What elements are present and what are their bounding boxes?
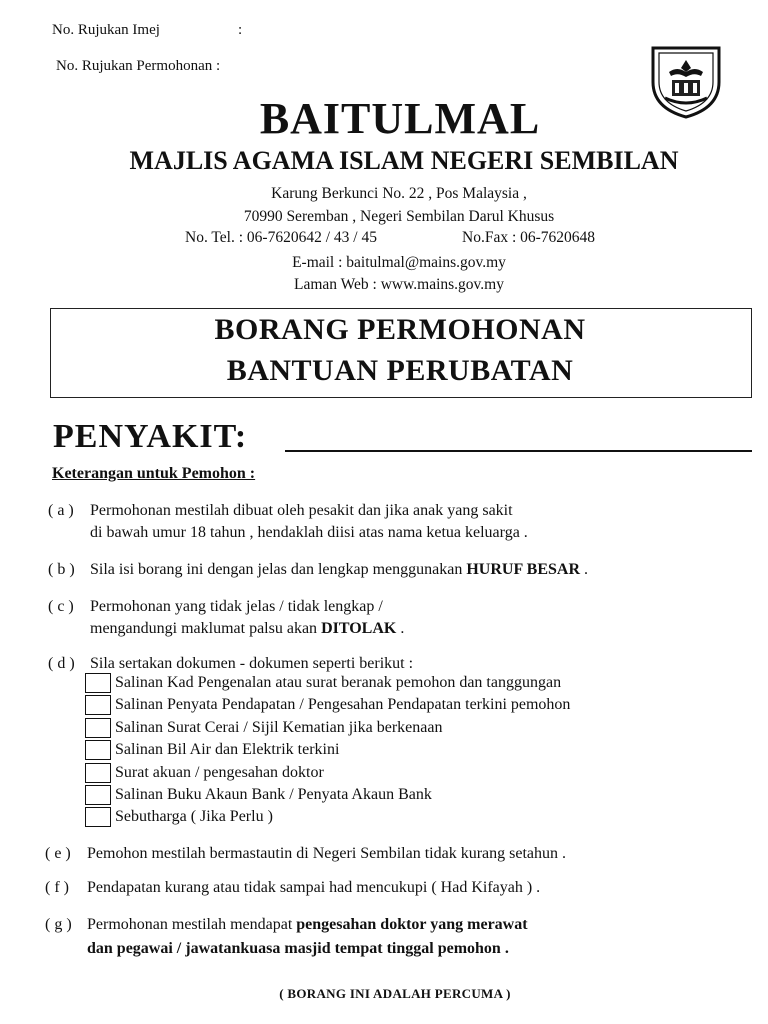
address-line-1: Karung Berkunci No. 22 , Pos Malaysia ,	[271, 185, 527, 202]
fax: No.Fax : 06-7620648	[462, 229, 596, 246]
instruction-a-line-1: Permohonan mestilah dibuat oleh pesakit dan jika anak yang sakit	[90, 502, 513, 519]
address-line-2: 70990 Seremban , Negeri Sembilan Darul Khusus	[243, 208, 555, 225]
document-label: Salinan Surat Cerai / Sijil Kematian jika berkenaan	[115, 718, 443, 736]
document-label: Salinan Buku Akaun Bank / Penyata Akaun Bank	[115, 785, 432, 803]
document-label: Salinan Penyata Pendapatan / Pengesahan Pendapatan terkini pemohon	[115, 696, 571, 714]
instruction-b-bold: HURUF BESAR	[466, 561, 580, 578]
document-label: Sebutharga ( Jika Perlu )	[115, 808, 273, 826]
document-label: Salinan Bil Air dan Elektrik terkini	[115, 741, 340, 759]
instruction-b	[48, 559, 748, 583]
instruction-c-marker: ( c )	[48, 598, 74, 615]
instruction-e	[45, 843, 755, 867]
instruction-a-line-2: di bawah umur 18 tahun , hendaklah diisi atas nama ketua keluarga .	[90, 524, 528, 541]
instructions-heading: Keterangan untuk Pemohon :	[52, 465, 256, 482]
instruction-f	[45, 877, 755, 901]
website: Laman Web : www.mains.gov.my	[294, 276, 504, 293]
email: E-mail : baitulmal@mains.gov.my	[292, 254, 506, 271]
document-checkbox[interactable]	[85, 807, 111, 827]
document-checkbox[interactable]	[85, 740, 111, 760]
disease-field[interactable]	[285, 450, 752, 452]
instruction-g-text: Permohonan mestilah mendapat	[87, 916, 297, 933]
council-name: MAJLIS AGAMA ISLAM NEGERI SEMBILAN	[129, 146, 679, 175]
instruction-e-marker: ( e )	[45, 845, 71, 862]
document-checkbox[interactable]	[85, 673, 111, 693]
instruction-e-text: Pemohon mestilah bermastautin di Negeri Sembilan tidak kurang setahun .	[87, 845, 567, 862]
free-form-note: ( BORANG INI ADALAH PERCUMA )	[279, 986, 511, 1001]
document-checkbox[interactable]	[85, 695, 111, 715]
instruction-c	[48, 596, 748, 642]
instruction-f-marker: ( f )	[45, 879, 69, 896]
document-label: Salinan Kad Pengenalan atau surat beranak pemohon dan tanggungan	[115, 674, 562, 691]
instruction-g-marker: ( g )	[45, 916, 72, 933]
document-label: Surat akuan / pengesahan doktor	[115, 763, 324, 781]
document-checkbox[interactable]	[85, 718, 111, 738]
instruction-c-bold: DITOLAK	[321, 620, 397, 637]
document-checkbox[interactable]	[85, 785, 111, 805]
instruction-a-marker: ( a )	[48, 502, 74, 519]
instruction-b-text: Sila isi borang ini dengan jelas dan lengkap menggunakan	[90, 561, 467, 578]
ref-application-label: No. Rujukan Permohonan :	[56, 58, 221, 74]
instruction-d-marker: ( d )	[48, 655, 75, 672]
form-title-line-1: BORANG PERMOHONAN	[214, 313, 586, 346]
instruction-c-line-1: Permohonan yang tidak jelas / tidak lengkap /	[90, 598, 383, 615]
document-checkbox[interactable]	[85, 763, 111, 783]
telephone: No. Tel. : 06-7620642 / 43 / 45	[185, 229, 377, 246]
instruction-d	[48, 653, 748, 675]
ref-image-label: No. Rujukan Imej	[52, 22, 160, 38]
ref-image	[52, 22, 243, 39]
disease-label: PENYAKIT:	[53, 418, 248, 455]
org-title: BAITULMAL	[259, 94, 541, 143]
instruction-c-line-2: mengandungi maklumat palsu akan	[90, 620, 322, 637]
instruction-g	[45, 914, 755, 962]
instruction-b-marker: ( b )	[48, 561, 75, 578]
instruction-b-end: .	[580, 561, 588, 578]
instruction-c-end: .	[396, 620, 405, 637]
ref-image-colon: :	[238, 22, 243, 38]
ref-application	[56, 58, 220, 75]
instruction-g-bold-2: dan pegawai / jawatankuasa masjid tempat tinggal pemohon .	[87, 940, 509, 957]
instruction-g-bold-1: pengesahan doktor yang merawat	[296, 916, 528, 933]
form-title-line-2: BANTUAN PERUBATAN	[226, 354, 574, 387]
instruction-d-text: Sila sertakan dokumen - dokumen seperti berikut :	[90, 655, 414, 672]
instruction-a	[48, 500, 748, 546]
instruction-f-text: Pendapatan kurang atau tidak sampai had mencukupi ( Had Kifayah ) .	[87, 879, 541, 896]
